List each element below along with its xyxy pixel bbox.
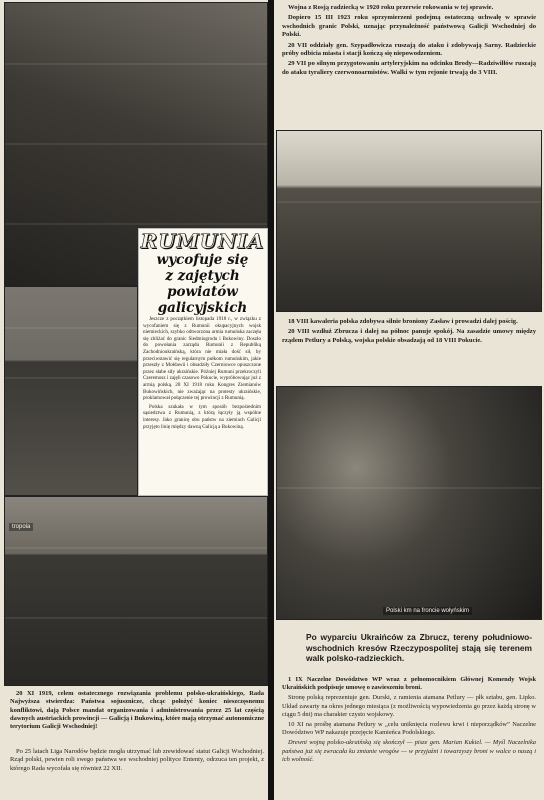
- headline-line-4: powiatów: [167, 284, 238, 300]
- right-paragraph: 20 VII oddziały gen. Szypadłowicza ruszają do ataku i zdobywają Sarny. Radzieckie próby odbicia miasta i stacji kończą się niepowodzeniem.: [282, 41, 536, 58]
- right-paragraph: 29 VII po silnym przygotowaniu artyleryjskim na odcinku Brody—Radziwiłłów ruszają do ataku tyraliery czerwonoarmistów. Walki w tym rejonie trwają do 3 VIII.: [282, 60, 536, 76]
- section-intro: Po wyparciu Ukraińców za Zbrucz, tereny południowo-wschodnich kresów Rzeczypospolitej stają się terenem walk polsko-radzieckich.: [306, 632, 532, 663]
- right-paragraph: 1 IX Naczelne Dowództwo WP wraz z pełnomocnikiem Głównej Komendy Wojsk Ukraińskich podpisuje umowę o zawieszeniu broni.: [282, 676, 536, 692]
- photo-city-building: [4, 286, 138, 496]
- box-paragraph: Polska szukała w tym sposób bezpośrednim sąsiedztwa z Rumunią, z którą łączyły ją wspólne interesy. Jako granicę obu państw na ziemiach Galicji przyjęto linię między dawną Galicją a Bukowiną.: [143, 403, 261, 430]
- headline-line-1: RUMUNIA: [140, 229, 265, 253]
- headline-line-3: z zajętych: [165, 268, 240, 284]
- right-paragraph: 20 VIII wzdłuż Zbrucza i dalej na północ panuje spokój. Na zasadzie umowy między rządem Petlury a Polską, wojska polskie obsadzają od 18 VIII Pokucie.: [282, 328, 536, 344]
- right-top-text: [282, 4, 536, 79]
- photo-caption-tag: tropola: [9, 523, 33, 531]
- right-paragraph: 10 XI na prośbę atamana Petlury w „celu uniknięcia rozlewu krwi i nieporządków” Naczelne Dowództwo WP nakazuje przejęcie Kamieńca Podolskiego.: [282, 721, 536, 737]
- box-article-text: [143, 316, 261, 432]
- left-paragraph: Po 25 latach Liga Narodów będzie mogła utrzymać lub zrewidować statut Galicji Wschodniej. Rząd polski, pewien roli swego państwa we wschodniej polityce Ententy, odrzuca ten projekt, z którego Rada wycofała się również 22 XII.: [10, 748, 264, 772]
- headline-line-5: galicyjskich: [157, 300, 248, 316]
- right-middle-text: [282, 318, 536, 347]
- photo-caption: Polski km na froncie wołyńskim: [383, 607, 472, 615]
- headline-line-2: wycofuje się: [156, 252, 249, 268]
- right-bottom-text: [282, 676, 536, 766]
- left-bottom-text-2: [10, 748, 264, 775]
- right-paragraph: Dopiero 15 III 1923 roku sprzymierzeni podejmą ostateczną uchwałę w sprawie wschodnich granic Polski, uznając przynależność państwową Galicji Wschodniej do Polski.: [282, 14, 536, 39]
- right-paragraph: Drewni wojną polsko-ukraińską się skończył — pisze gen. Marian Kukiel. — Myśl Naczelnika państwa już się zwracała ku zmianie wrogów — w przyjaźni i towarzyszy broni w walce o naszą i ich wolność.: [282, 739, 536, 763]
- right-paragraph: Stronę polską reprezentuje gen. Durski, z ramienia atamana Petlury — płk sztabu, gen. Lipko. Układ zawarty na okres jednego miesiąca (z możliwością wypowiedzenia go przez każdą stronę w ciągu 5 dni) ma charakter czysto wojskowy.: [282, 694, 536, 718]
- article-headline: [140, 230, 265, 316]
- right-paragraph: 18 VIII kawaleria polska zdobywa silnie broniony Zasław i prowadzi dalej pościg.: [288, 318, 518, 325]
- box-paragraph: Jeszcze z początkiem listopada 1918 r., w związku z wycofaniem się z Rumunii okupacyjnych wojsk niemieckich, szybko odtworzona armia rumuńska zaczęła się zbliżać do granic Siedmiogrodu i Bukowiny. Doszło do powołania zarządu Rumunii z Republiką Zachodnioukraińską, która nie miała dość sił, by przeciwstawić się regularnym pułkom rumuńskim, jakie przeszły z Mołdawii i obsadziły Czerniowce opuszczone przez słabe siły ukraińskie. Później Rumuni przekroczyli Czeremosz i zajęli czasowo Pokucie, wypróbowując już z armią polską. 28 XI 1918 roku Kongres Ziemianów Bukowińskich, nie zważając na protesty ukraińskie, proklamował połączenie tej prowincji z Rumunią.: [143, 316, 261, 402]
- left-paragraph: 20 XI 1919, celem ostatecznego rozwiązania problemu polsko-ukraińskiego, Rada Najwyższa stwierdza: Państwa sojusznicze, chcąc położyć koniec nieszczęsnemu konfliktowi, dają Polsce mandat organizowania i administrowania przez 25 lat częścią dawnych austriackich prowincji — Galicją i Bukowiną, które mają otrzymać autonomiczne terytorium Galicji Wschodniej!: [10, 690, 264, 731]
- column-gutter: [268, 0, 274, 800]
- photo-cavalry-street: [276, 130, 542, 312]
- photo-machine-gun-crew: [276, 386, 542, 620]
- photo-town-square: [4, 496, 268, 686]
- left-bottom-text: [10, 690, 264, 733]
- right-paragraph: Wojna z Rosją radziecką w 1920 roku przerwie rokowania w tej sprawie.: [288, 4, 494, 11]
